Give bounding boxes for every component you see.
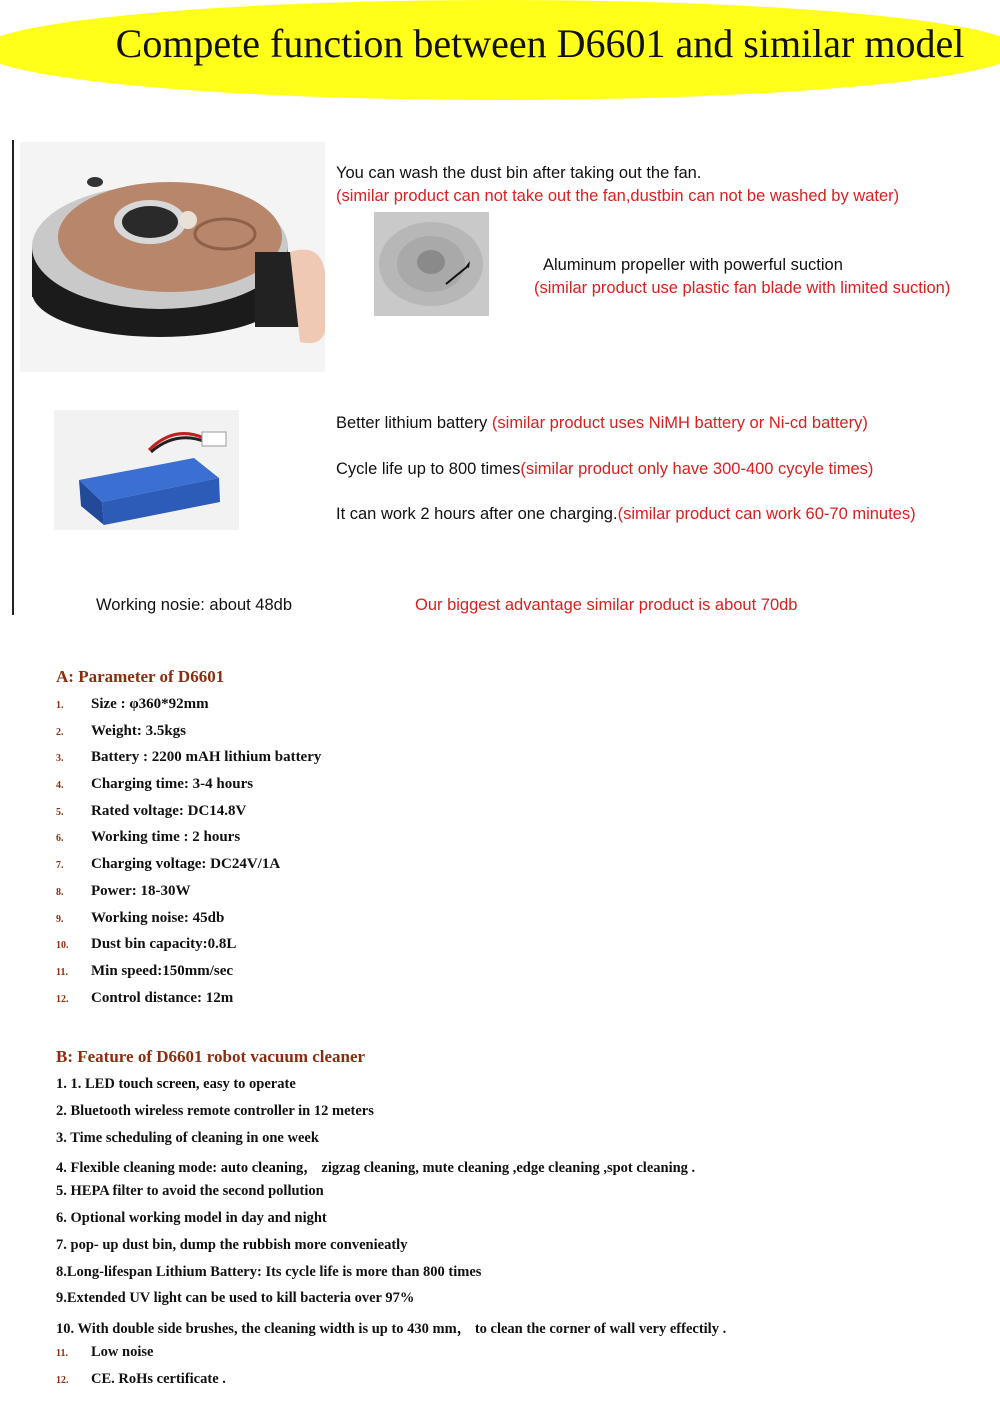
list-item: 6. Optional working model in day and night — [56, 1209, 327, 1226]
cycle-line — [336, 460, 873, 479]
list-item: 9.Extended UV light can be used to kill bacteria over 97% — [56, 1290, 415, 1307]
feature-list — [56, 1076, 726, 1398]
list-item: 1. 1. LED touch screen, easy to operate — [56, 1076, 296, 1092]
work-text: It can work 2 hours after one charging. — [336, 505, 618, 523]
fan-wash-text: You can wash the dust bin after taking out the fan. — [336, 164, 702, 182]
title-banner — [0, 0, 1000, 100]
vertical-divider — [12, 140, 14, 615]
battery-image — [54, 410, 239, 530]
battery-line — [336, 414, 868, 433]
work-line — [336, 505, 916, 524]
propeller-text: Aluminum propeller with powerful suction — [543, 256, 843, 274]
noise-text: Working nosie: about 48db — [96, 596, 292, 614]
fan-wash-compare: (similar product can not take out the fan,dustbin can not be washed by water) — [336, 187, 900, 205]
propeller-image — [374, 212, 489, 316]
list-item: 8.Long-lifespan Lithium Battery: Its cycle life is more than 800 times — [56, 1263, 482, 1280]
list-item: 2. Bluetooth wireless remote controller in 12 meters — [56, 1102, 374, 1119]
list-item: 11. Low noise — [56, 1343, 154, 1360]
robot-vacuum-image — [20, 142, 325, 372]
cycle-compare: (similar product only have 300-400 cycyle times) — [520, 460, 874, 478]
list-item: 3. Time scheduling of cleaning in one week — [56, 1129, 319, 1146]
list-item: 4. Flexible cleaning mode: auto cleaning， zigzag cleaning, mute cleaning ,edge cleaning ,spot cleaning . — [56, 1160, 696, 1177]
propeller-compare: (similar product use plastic fan blade with limited suction) — [534, 279, 951, 297]
list-item: 12. CE. RoHs certificate . — [56, 1370, 226, 1387]
list-item: 7. pop- up dust bin, dump the rubbish more convenieatly — [56, 1236, 408, 1253]
battery-compare: (similar product uses NiMH battery or Ni-cd battery) — [491, 414, 868, 432]
list-item: 10. With double side brushes, the cleaning width is up to 430 mm， to clean the corner of wall very effectily . — [56, 1321, 727, 1338]
section-a-heading: A: Parameter of D6601 — [56, 667, 225, 686]
list-item: 5. HEPA filter to avoid the second pollution — [56, 1183, 324, 1200]
cycle-text: Cycle life up to 800 times — [336, 460, 521, 478]
banner-title: Compete function between D6601 and similar model — [115, 21, 965, 66]
noise-compare: Our biggest advantage similar product is about 70db — [415, 596, 798, 614]
section-b-heading: B: Feature of D6601 robot vacuum cleaner — [56, 1047, 366, 1066]
battery-text: Better lithium battery — [336, 414, 492, 432]
work-compare: (similar product can work 60-70 minutes) — [617, 505, 916, 523]
